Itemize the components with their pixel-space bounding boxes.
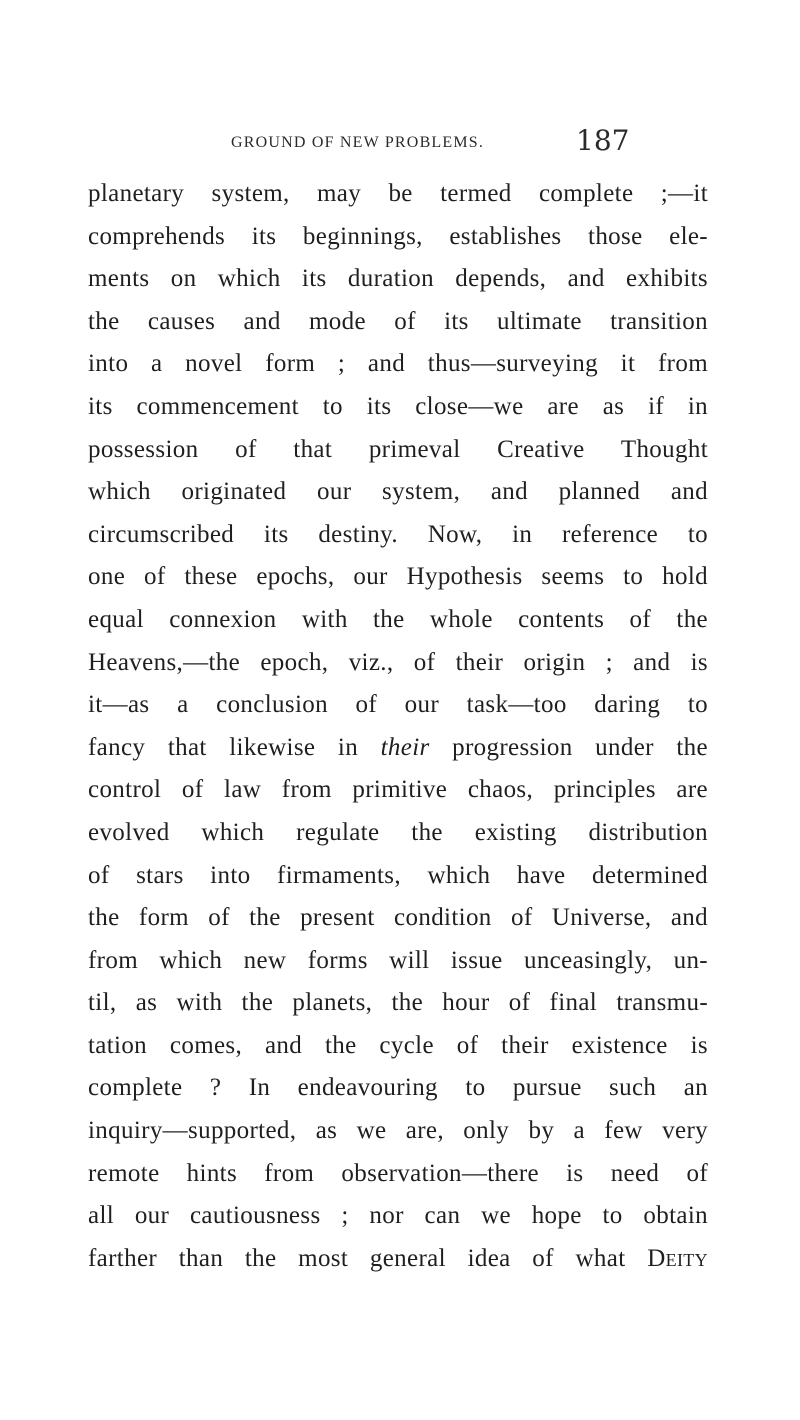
text-line: from which new forms will issue unceasingly, un- xyxy=(88,946,708,974)
text-line: comprehends its beginnings, establishes those ele- xyxy=(88,222,708,250)
text-line: the causes and mode of its ultimate transition xyxy=(88,307,708,335)
text-line: it—as a conclusion of our task—too daring to xyxy=(88,691,708,719)
text-line-with-smallcaps xyxy=(88,1238,708,1281)
text-line: inquiry—supported, as we are, only by a few very xyxy=(88,1117,708,1145)
italic-word: their xyxy=(380,733,430,761)
text-line: remote hints from observation—there is need of xyxy=(88,1159,708,1187)
text-line: which originated our system, and planned and xyxy=(88,478,708,506)
text-segment: progression under the xyxy=(452,733,708,761)
text-line: control of law from primitive chaos, principles are xyxy=(88,776,708,804)
text-line: circumscribed its destiny. Now, in reference to xyxy=(88,520,708,548)
text-line: of stars into firmaments, which have determined xyxy=(88,861,708,889)
smallcaps-word: Deity xyxy=(647,1244,709,1272)
text-line: the form of the present condition of Universe, and xyxy=(88,904,708,932)
text-line: all our cautiousness ; nor can we hope to obtain xyxy=(88,1202,708,1230)
text-line: tation comes, and the cycle of their existence is xyxy=(88,1031,708,1059)
text-line: planetary system, may be termed complete ;—it xyxy=(88,180,708,207)
text-line: til, as with the planets, the hour of final transmu- xyxy=(88,989,708,1017)
running-title: GROUND OF NEW PROBLEMS. xyxy=(231,134,485,151)
text-line: one of these epochs, our Hypothesis seems to hold xyxy=(88,563,708,591)
running-head xyxy=(0,122,800,162)
body-text xyxy=(88,173,708,1280)
text-segment: fancy that likewise in xyxy=(88,733,359,761)
text-line: its commencement to its close—we are as if in xyxy=(88,392,708,420)
text-line: complete ? In endeavouring to pursue such an xyxy=(88,1074,708,1102)
text-line-with-italic xyxy=(88,727,708,770)
text-line: into a novel form ; and thus—surveying it from xyxy=(88,350,708,378)
text-line: ments on which its duration depends, and exhibits xyxy=(88,265,708,293)
text-segment: farther than the most general idea of what xyxy=(88,1244,626,1272)
text-line: equal connexion with the whole contents of the xyxy=(88,605,708,633)
text-line: evolved which regulate the existing distribution xyxy=(88,818,708,846)
page-number: 187 xyxy=(576,124,630,157)
text-line: possession of that primeval Creative Thought xyxy=(88,435,708,463)
text-line: Heavens,—the epoch, viz., of their origin ; and is xyxy=(88,648,708,676)
